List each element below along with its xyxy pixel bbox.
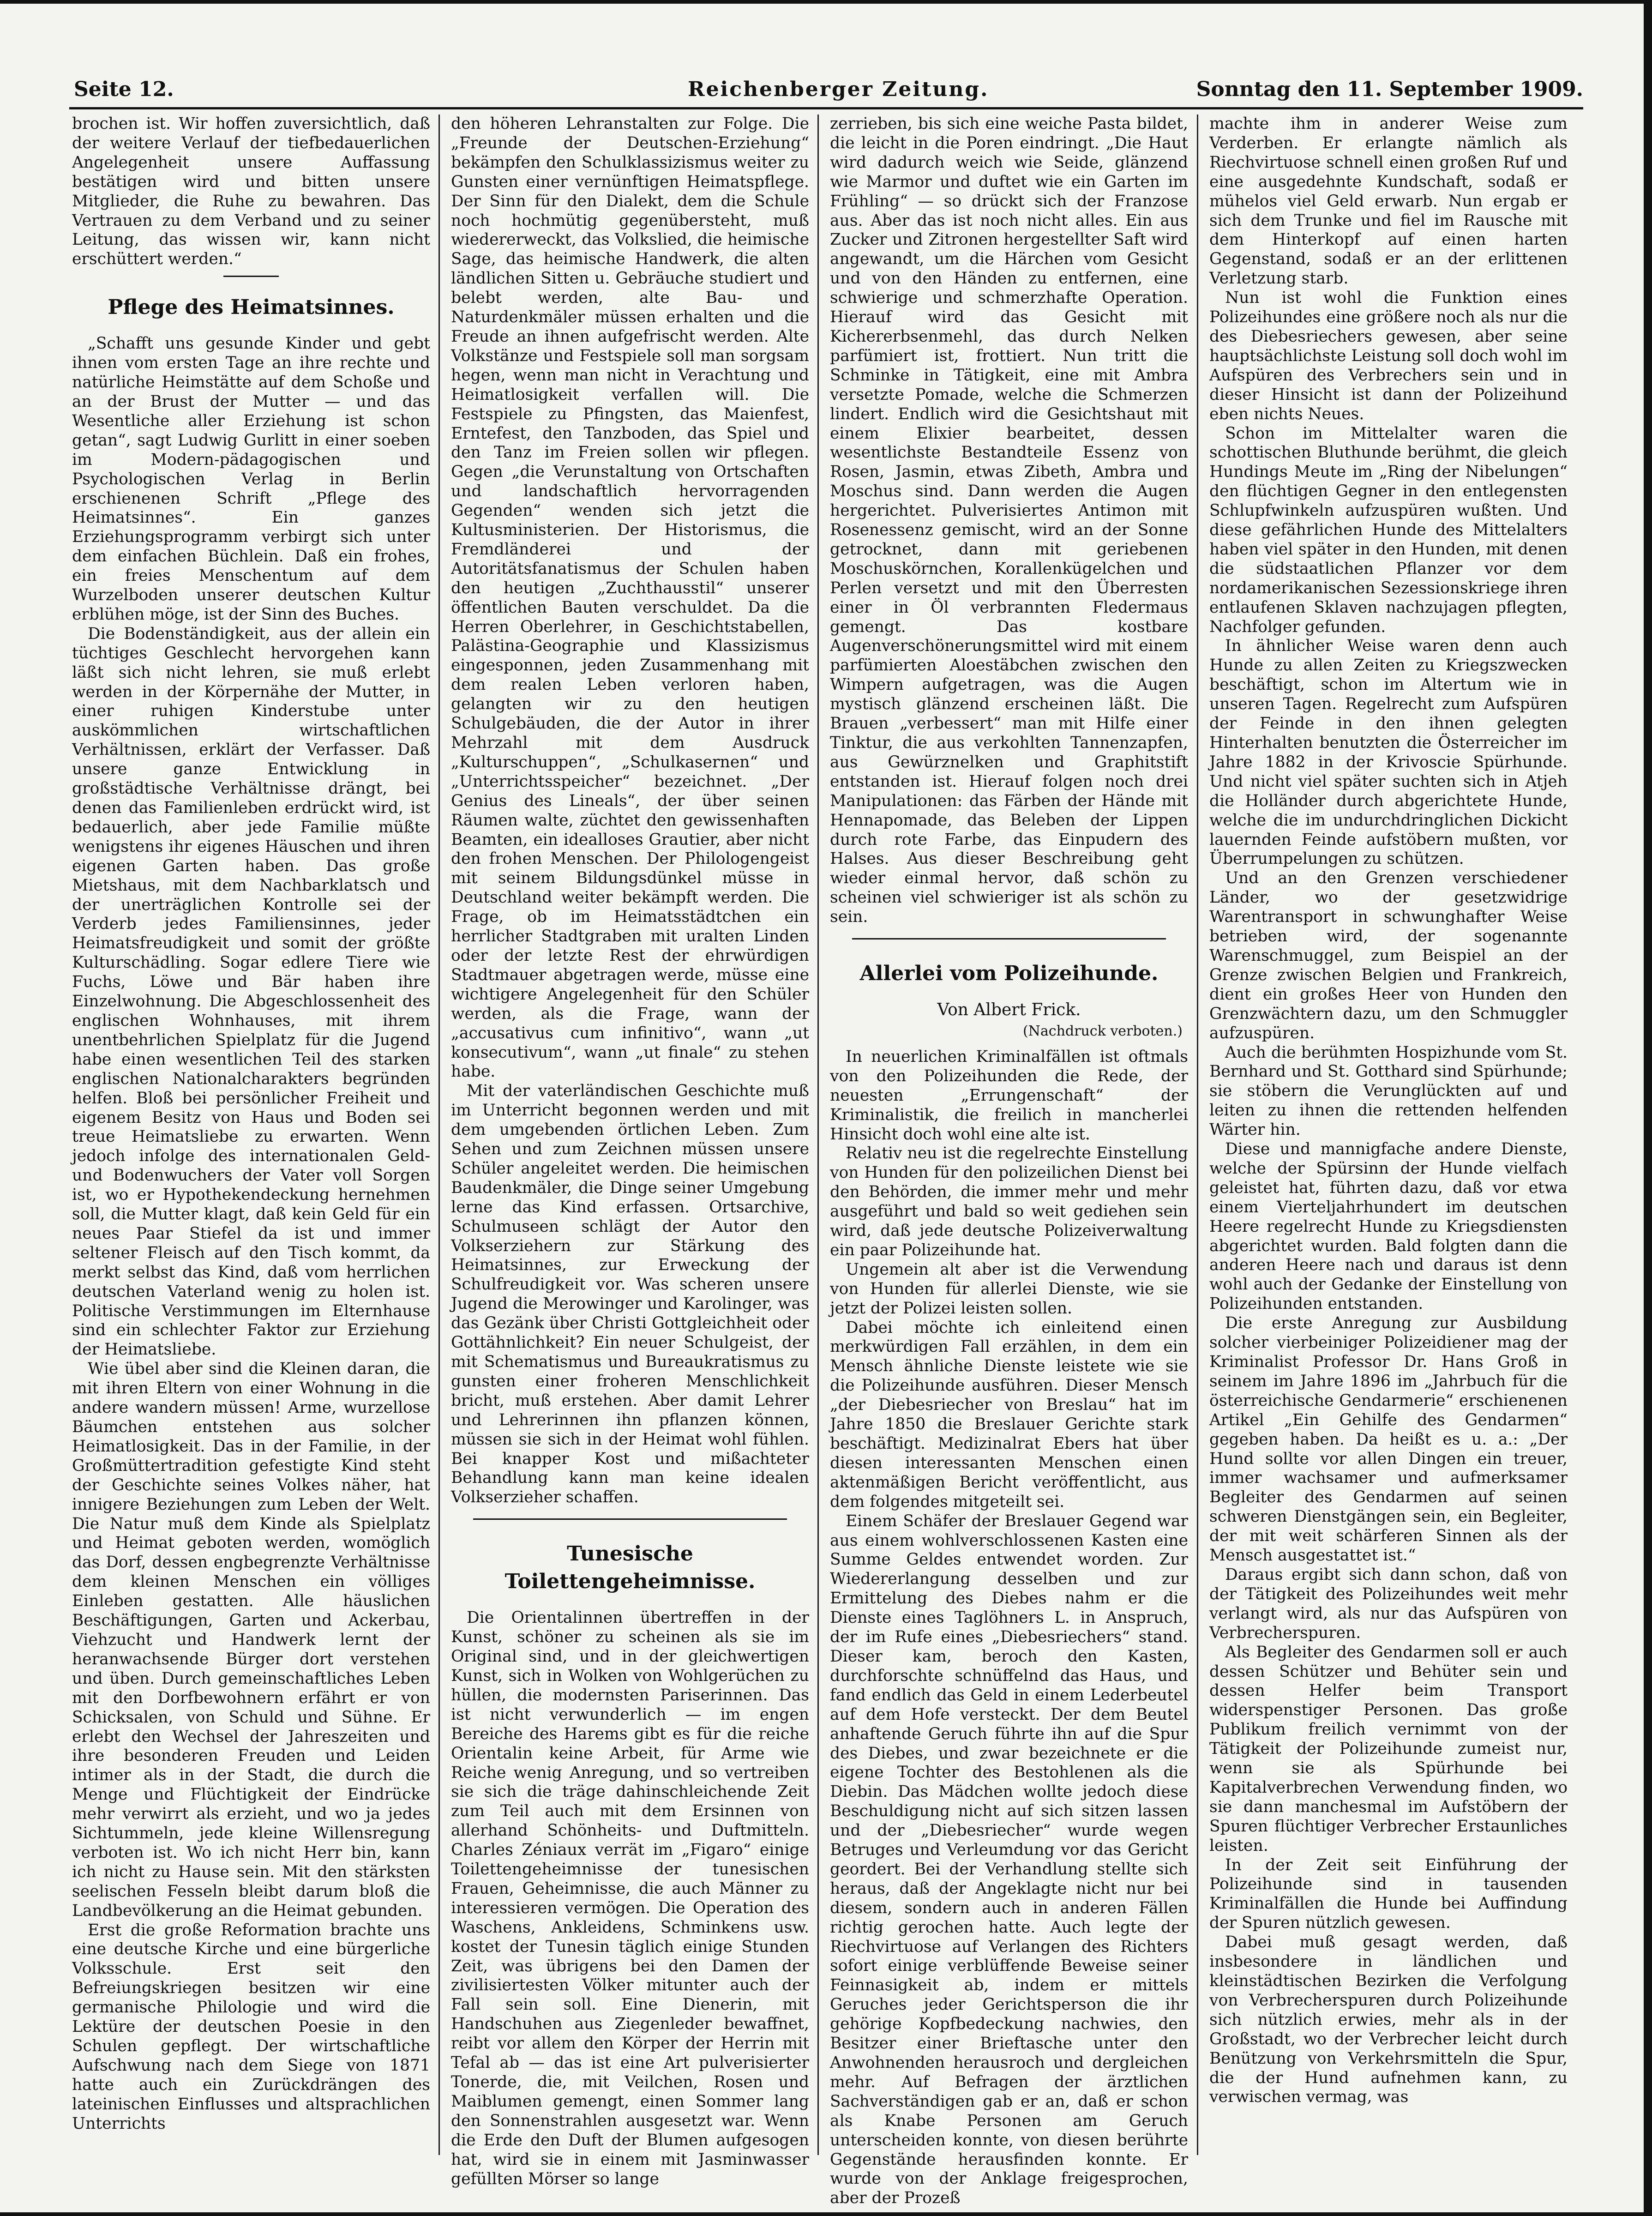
paragraph: Und an den Grenzen verschiedener Länder, wo der gesetzwidrige Warentransport in schwunghafter Weise betrieben wird, der sogenannte Warenschmuggel, zum Beispiel an der Grenze zwischen Belgien und Frankreich, dient ein großes Heer von Hunden den Grenzwächtern dazu, um den Schmuggler aufzuspüren. bbox=[1209, 869, 1568, 1042]
byline: Von Albert Frick. bbox=[937, 1000, 1081, 1020]
paragraph: Die erste Anregung zur Ausbildung solcher vierbeiniger Polizeidiener mag der Kriminalist Professor Dr. Hans Groß in seinem im Jahre 1896 im „Jahrbuch für die österreichische Gendarmerie“ erschienenen Artikel „Ein Gehilfe des Gendarmen“ gegeben haben. Da heißt es u. a.: „Der Hund sollte vor allen Dingen ein treuer, immer wachsamer und aufmerksamer Begleiter des Gendarmen auf seinen schweren Dienstgängen sein, ein Begleiter, der mit weit schärferen Sinnen als der Mensch ausgestattet ist.“ bbox=[1209, 1314, 1568, 1565]
article-title: Pflege des Heimatsinnes. bbox=[72, 276, 430, 321]
paragraph: In der Zeit seit Einführung der Polizeihunde sind in tausenden Kriminalfällen die Hunde bei Auffindung der Spuren nützlich gewesen. bbox=[1209, 1855, 1568, 1933]
article-separator bbox=[473, 1518, 787, 1520]
paragraph: Als Begleiter des Gendarmen soll er auch dessen Schützer und Behüter sein und dessen Helfer beim Transport widerspenstiger Personen. Das große Publikum freilich vernimmt von der Tätigkeit der Polizeihunde zumeist nur, wenn sie als Spürhunde bei Kapitalverbrechen Verwendung finden, wo sie dann manchesmal im Aufstöbern der Spuren flüchtiger Verbrecher Erstaunliches leisten. bbox=[1209, 1643, 1568, 1855]
paragraph: In neuerlichen Kriminalfällen ist oftmals von den Polizeihunden die Rede, der neuesten „Errungenschaft“ der Kriminalistik, die freilich in mancherlei Hinsicht doch wohl eine alte ist. bbox=[830, 1047, 1188, 1144]
paragraph: Auch die berühmten Hospizhunde vom St. Bernhard und St. Gotthard sind Spürhunde; sie stöbern die Verunglückten auf und leiten zu ihnen die rettenden helfenden Wärter hin. bbox=[1209, 1043, 1568, 1139]
paragraph: Schon im Mittelalter waren die schottischen Bluthunde berühmt, die gleich Hundings Meute im „Ring der Nibelungen“ den flüchtigen Gegner in den entlegensten Schlupfwinkeln aufzuspüren wußten. Und diese gefährlichen Hunde des Mittelalters haben viel später in den Hunden, mit denen die südstaatlichen Pflanzer vor dem nordamerikanischen Sezessionskriege ihren entlaufenen Sklaven nachzujagen pflegten, Nachfolger gefunden. bbox=[1209, 424, 1568, 636]
paragraph: In ähnlicher Weise waren denn auch Hunde zu allen Zeiten zu Kriegszwecken beschäftigt, schon im Altertum wie in unseren Tagen. Regelrecht zum Aufspüren der Feinde in den ihnen gelegten Hinterhalten benutzten die Österreicher im Jahre 1882 in der Krivoscie Spürhunde. Und nicht viel später suchten sich in Atjeh die Holländer durch abgerichtete Hunde, welche die im undurchdringlichen Dickicht lauernden Feinde aufstöbern mußten, vor Überrumpelungen zu schützen. bbox=[1209, 637, 1568, 868]
paragraph: Erst die große Reformation brachte uns eine deutsche Kirche und eine bürgerliche Volksschule. Erst seit den Befreiungskriegen besitzen wir eine germanische Philologie und wird die Lektüre der deutschen Poesie in den Schulen gepflegt. Der wirtschaftliche Aufschwung nach dem Siege von 1871 hatte auch ein Zurückdrängen des lateinischen Einflusses und altsprachlichen Unterrichts bbox=[72, 1921, 430, 2133]
column-2 bbox=[451, 114, 809, 2188]
paragraph: Nun ist wohl die Funktion eines Polizeihundes eine größere noch als nur die des Diebesriechers gewesen, aber seine hauptsächlichste Leistung soll doch wohl im Aufspüren des Verbrechers sein und in dieser Hinsicht ist dann der Polizeihund eben nichts Neues. bbox=[1209, 289, 1568, 423]
paragraph: „Schafft uns gesunde Kinder und gebt ihnen vom ersten Tage an ihre rechte und natürliche Heimstätte auf dem Schoße und an der Brust der Mutter — und das Wesentliche aller Erziehung ist schon getan“, sagt Ludwig Gurlitt in einer soeben im Modern-pädagogischen und Psychologischen Verlag in Berlin erschienenen Schrift „Pflege des Heimatsinnes“. Ein ganzes Erziehungsprogramm verbirgt sich unter dem einfachen Büchlein. Daß ein frohes, ein freies Menschentum auf dem Wurzelboden unserer deutschen Kultur erblühen möge, ist der Sinn des Buches. bbox=[72, 334, 430, 624]
issue-date: Sonntag den 11. September 1909. bbox=[1196, 78, 1583, 101]
paragraph: Die Bodenständigkeit, aus der allein ein tüchtiges Geschlecht hervorgehen kann läßt sich nicht lehren, sie muß erlebt werden in der Körpernähe der Mutter, in einer ruhigen Kinderstube unter auskömmlichen wirtschaftlichen Verhältnissen, erklärt der Verfasser. Daß unsere ganze Entwicklung in großstädtische Verhältnisse drängt, bei denen das Familienleben erdrückt wird, ist bedauerlich, aber jede Familie müßte wenigstens ihr eigenes Häuschen und ihren eigenen Garten haben. Das große Mietshaus, mit dem Nachbarklatsch und der unerträglichen Kontrolle sei der Verderb jedes Familiensinnes, jeder Heimatsfreudigkeit und somit der größte Kulturschädling. Sogar edlere Tiere wie Fuchs, Löwe und Bär haben ihre Einzelwohnung. Die Abgeschlossenheit des englischen Wohnhauses, mit ihrem unentbehrlichen Spielplatz für die Jugend habe einen wesentlichen Teil des starken englischen Nationalcharakters begründen helfen. Bloß bei persönlicher Freiheit und eigenem Besitz von Haus und Boden sei treue Heimatsliebe zu erwarten. Wenn jedoch infolge des internationalen Geld- und Bodenwuchers der Vater voll Sorgen ist, wo er Hypothekendeckung hernehmen soll, die Mutter klagt, daß kein Geld für ein neues Paar Stiefel da ist und immer seltener Fleisch auf den Tisch kommt, da merkt selbst das Kind, daß vom herrlichen deutschen Vaterland wenig zu holen ist. Politische Verstimmungen im Elternhause sind ein schlechter Faktor zur Erziehung der Heimatsliebe. bbox=[72, 624, 430, 1359]
scan-border-bottom bbox=[0, 2212, 1652, 2216]
column-3 bbox=[830, 114, 1188, 2208]
reprint-note: (Nachdruck verboten.) bbox=[1022, 1023, 1183, 1039]
page-header bbox=[69, 78, 1583, 105]
masthead: Reichenberger Zeitung. bbox=[688, 78, 989, 101]
paragraph: den höheren Lehranstalten zur Folge. Die „Freunde der Deutschen-Erziehung“ bekämpfen den Schulklassizismus weiter zu Gunsten einer vernünftigen Heimatspflege. Der Sinn für den Dialekt, dem die Schule noch hochmütig gegenübersteht, muß wiedererweckt, das Volkslied, die heimische Sage, das heimische Handwerk, die alten ländlichen Sitten u. Gebräuche studiert und belebt werden, alte Bau- und Naturdenkmäler müssen erhalten und die Freude an ihnen aufgefrischt werden. Alte Volkstänze und Festspiele soll man sorgsam hegen, wenn man nicht in Verachtung und Heimatlosigkeit verfallen will. Die Festspiele zu Pfingsten, das Maienfest, Erntefest, den Tanzboden, das Spiel und den Tanz im Freien sollen wir pflegen. Gegen „die Verunstaltung von Ortschaften und landschaftlich hervorragenden Gegenden“ wenden sich jetzt die Kultusministerien. Der Historismus, die Fremdländerei und der Autoritätsfanatismus der Schulen haben den heutigen „Zuchthausstil“ unserer öffentlichen Bauten verschuldet. Da die Herren Oberlehrer, in Geschichtstabellen, Palästina-Geographie und Klassizismus eingesponnen, jeden Zusammenhang mit dem realen Leben verloren haben, gelangten wir zu den heutigen Schulgebäuden, die der Autor in ihrer Mehrzahl mit dem Ausdruck „Kulturschuppen“, „Schulkasernen“ und „Unterrichtsspeicher“ bezeichnet. „Der Genius des Lineals“, der über seinen Räumen walte, züchtet den gewissenhaften Beamten, ein idealloses Grautier, aber nicht den frohen Menschen. Der Philologengeist mit seinem Bildungsdünkel müsse in Deutschland weiter bekämpft werden. Die Frage, ob im Heimatsstädtchen ein herrlicher Stadtgraben mit uralten Linden oder der letzte Rest der ehrwürdigen Stadtmauer abgetragen werde, müsse eine wichtigere Angelegenheit für den Schüler werden, als die Frage, wann der „accusativus cum infinitivo“, wann „ut konsecutivum“, wann „ut finale“ zu stehen habe. bbox=[451, 114, 809, 1081]
paragraph: Diese und mannigfache andere Dienste, welche der Spürsinn der Hunde vielfach geleistet hat, führten dazu, daß vor etwa einem Vierteljahrhundert im deutschen Heere regelrecht Hunde zu Kriegsdiensten abgerichtet wurden. Bald folgten dann die anderen Heere nach und daraus ist denn wohl auch der Gedanke der Einstellung von Polizeihunden entstanden. bbox=[1209, 1140, 1568, 1313]
column-divider bbox=[817, 114, 819, 2155]
paragraph: Ungemein alt aber ist die Verwendung von Hunden für allerlei Dienste, wie sie jetzt der Polizei leisten sollen. bbox=[830, 1260, 1188, 1318]
paragraph: Dabei muß gesagt werden, daß insbesondere in ländlichen und kleinstädtischen Bezirken die Verfolgung von Verbrecherspuren durch Polizeihunde sich nützlich erwies, mehr als in der Großstadt, wo der Verbrecher leicht durch Benützung von Verkehrsmitteln die Spur, die der Hund aufnehmen kann, zu verwischen vermag, was bbox=[1209, 1933, 1568, 2107]
paragraph: Die Orientalinnen übertreffen in der Kunst, schöner zu scheinen als sie im Original sind, und in der gleichwertigen Kunst, sich in Wolken von Wohlgerüchen zu hüllen, die modernsten Pariserinnen. Das ist nicht verwunderlich — im engen Bereiche des Harems gibt es für die reiche Orientalin keine Arbeit, für Arme wie Reiche wenig Anregung, und so vertreiben sie sich die träge dahinschleichende Zeit zum Teil auch mit dem Ersinnen von allerhand Schönheits- und Duftmitteln. Charles Zéniaux verrät im „Figaro“ einige Toilettengeheimnisse der tunesischen Frauen, Geheimnisse, die auch Männer zu interessieren vermögen. Die Operation des Waschens, Ankleidens, Schminkens usw. kostet der Tunesin täglich einige Stunden Zeit, was übrigens bei den Damen der zivilisiertesten Völker mitunter auch der Fall sein soll. Eine Dienerin, mit Handschuhen aus Ziegenleder bewaffnet, reibt vor allem den Körper der Herrin mit Tefal ab — das ist eine Art pulverisierter Tonerde, die, mit Veilchen, Rosen und Maiblumen gemengt, einen Sommer lang den Sonnenstrahlen ausgesetzt war. Wenn die Erde den Duft der Blumen aufgesogen hat, wird sie in einem mit Jasminwasser gefüllten Mörser so lange bbox=[451, 1608, 809, 2188]
paragraph: Einem Schäfer der Breslauer Gegend war aus einem wohlverschlossenen Kasten eine Summe Geldes entwendet worden. Zur Wiedererlangung desselben und zur Ermittelung des Diebes nahm er die Dienste eines Taglöhners L. in Anspruch, der im Rufe eines „Diebesriechers“ stand. Dieser kam, beroch den Kasten, durchforschte schnüffelnd das Haus, und fand endlich das Geld in einem Lederbeutel auf dem Hofe versteckt. Der dem Beutel anhaftende Geruch führte ihn auf die Spur des Diebes, und zwar bezeichnete er die eigene Tochter des Bestohlenen als die Diebin. Das Mädchen wollte jedoch diese Beschuldigung nicht auf sich sitzen lassen und der „Diebesriecher“ wurde wegen Betruges und Verleumdung vor das Gericht geordert. Bei der Verhandlung stellte sich heraus, daß der Angeklagte nicht nur bei diesem, sondern auch in anderen Fällen richtig gerochen hatte. Auch legte der Riechvirtuose auf Verlangen des Richters sofort einige verblüffende Beweise seiner Feinnasigkeit ab, indem er mittels Geruches jeder Gerichtsperson die ihr gehörige Kopfbedeckung nachwies, den Besitzer einer Brieftasche unter den Anwohnenden herausroch und dergleichen mehr. Auf Befragen der ärztlichen Sachverständigen gab er an, daß er schon als Knabe Personen am Geruch unterscheiden konnte, von diesen berührte Gegenstände herausfinden konnte. Er wurde von der Anklage freigesprochen, aber der Prozeß bbox=[830, 1511, 1188, 2208]
page-number: Seite 12. bbox=[74, 78, 174, 101]
scan-border-top bbox=[0, 0, 1652, 4]
column-1 bbox=[72, 114, 430, 2169]
paragraph: Mit der vaterländischen Geschichte muß im Unterricht begonnen werden und mit dem umgebenden örtlichen Leben. Zum Sehen und zum Zeichnen müssen unsere Schüler angeleitet werden. Die heimischen Baudenkmäler, die Dinge seiner Umgebung lerne das Kind erfassen. Ortsarchive, Schulmuseen schlägt der Autor den Volkserziehern zur Stärkung des Heimatsinnes, zur Erweckung der Schulfreudigkeit vor. Was scheren unsere Jugend die Merowinger und Karolinger, was das Gezänk über Christi Gottgleichheit oder Gottähnlichkeit? Ein neuer Schulgeist, der mit Schematismus und Bureaukratismus zu gunsten einer froheren Menschlichkeit bricht, muß erstehen. Aber damit Lehrer und Lehrerinnen ihn pflanzen können, müssen sie sich in der Heimat wohl fühlen. Bei knapper Kost und mißachteter Behandlung kann man keine idealen Volkserzieher schaffen. bbox=[451, 1082, 809, 1507]
title-rule bbox=[223, 276, 279, 277]
paragraph: Daraus ergibt sich dann schon, daß von der Tätigkeit des Polizeihundes weit mehr verlangt wird, als nur das Aufspüren von Verbrecherspuren. bbox=[1209, 1565, 1568, 1642]
column-divider bbox=[1197, 114, 1198, 2155]
article-title: Allerlei vom Polizeihunde. bbox=[859, 962, 1159, 986]
paragraph: machte ihm in anderer Weise zum Verderben. Er erlangte nämlich als Riechvirtuose schnell einen großen Ruf und eine ausgedehnte Kundschaft, sodaß er mühelos viel Geld erwarb. Nun ergab er sich dem Trunke und fiel im Rausche mit dem Hinterkopf auf einen harten Gegenstand, sodaß er an der erlittenen Verletzung starb. bbox=[1209, 114, 1568, 288]
article-title: Tunesische Toilettengeheimnisse. bbox=[505, 1542, 756, 1594]
column-4 bbox=[1209, 114, 1568, 2169]
article-separator bbox=[852, 938, 1166, 939]
column-divider bbox=[439, 114, 440, 2155]
header-rule bbox=[69, 107, 1583, 109]
paragraph: brochen ist. Wir hoffen zuversichtlich, daß der weitere Verlauf der tiefbedauerlichen Angelegenheit unsere Auffassung bestätigen wird und bitten unsere Mitglieder, die Ruhe zu bewahren. Das Vertrauen zu dem Verband und zu seiner Leitung, das wissen wir, kann nicht erschüttert werden.“ bbox=[72, 114, 430, 269]
scan-border-right bbox=[1644, 0, 1652, 2216]
paragraph: Dabei möchte ich einleitend einen merkwürdigen Fall erzählen, in dem ein Mensch ähnliche Dienste leistete wie sie die Polizeihunde ausführen. Dieser Mensch „der Diebesriecher von Breslau“ hat im Jahre 1850 die Breslauer Gerichte stark beschäftigt. Medizinalrat Ebers hat über diesen interessanten Menschen einen aktenmäßigen Bericht veröffentlicht, aus dem folgendes mitgeteilt sei. bbox=[830, 1318, 1188, 1511]
paragraph: Wie übel aber sind die Kleinen daran, die mit ihren Eltern von einer Wohnung in die andere wandern müssen! Arme, wurzellose Bäumchen entstehen aus solcher Heimatlosigkeit. Das in der Familie, in der Großmüttertradition gefestigte Kind steht der Geschichte seines Volkes näher, hat innigere Beziehungen zum Leben der Welt. Die Natur muß dem Kinde als Spielplatz und Heimat geboten werden, womöglich das Dorf, dessen engbegrenzte Verhältnisse dem kleinen Menschen ein völliges Einleben gestatten. Alle häuslichen Beschäftigungen, Garten und Ackerbau, Viehzucht und Handwerk lernt der heranwachsende Bürger dort verstehen und üben. Durch gemeinschaftliches Leben mit den Dorfbewohnern erfährt er von Schicksalen, von Schuld und Sühne. Er erlebt den Wechsel der Jahreszeiten und ihre besonderen Freuden und Leiden intimer als in der Stadt, die durch die Menge und Flüchtigkeit der Eindrücke mehr verwirrt als erzieht, und wo ja jedes Sichtummeln, jede kleine Willensregung verboten ist. Wo ich nicht Herr bin, kann ich nicht zu Hause sein. Mit den stärksten seelischen Fesseln bleibt darum bloß die Landbevölkerung an die Heimat gebunden. bbox=[72, 1360, 430, 1920]
paragraph: zerrieben, bis sich eine weiche Pasta bildet, die leicht in die Poren eindringt. „Die Haut wird dadurch weich wie Seide, glänzend wie Marmor und duftet wie ein Garten im Frühling“ — so drückt sich der Franzose aus. Aber das ist noch nicht alles. Ein aus Zucker und Zitronen hergestellter Saft wird angewandt, um die Härchen vom Gesicht und von den Händen zu entfernen, eine schwierige und schmerzhafte Operation. Hierauf wird das Gesicht mit Kichererbsenmehl, das durch Nelken parfümiert ist, frottiert. Nun tritt die Schminke in Tätigkeit, eine mit Ambra versetzte Pomade, welche die Schmerzen lindert. Endlich wird die Gesichtshaut mit einem Elixier bearbeitet, dessen wesentlichste Bestandteile Essenz von Rosen, Jasmin, etwas Zibeth, Ambra und Moschus sind. Dann werden die Augen hergerichtet. Pulverisiertes Antimon mit Rosenessenz gemischt, wird an der Sonne getrocknet, dann mit geriebenen Moschuskörnchen, Korallenkügelchen und Perlen versetzt und mit den Überresten einer in Öl verbrannten Fledermaus gemengt. Das kostbare Augenverschönerungsmittel wird mit einem parfümierten Aloestäbchen zwischen den Wimpern aufgetragen, was die Augen mystisch glänzend erscheinen läßt. Die Brauen „verbessert“ man mit Hilfe einer Tinktur, die aus verkohlten Tannenzapfen, aus Gewürznelken und Graphitstift entstanden ist. Hierauf folgen noch drei Manipulationen: das Färben der Hände mit Hennapomade, das Beleben der Lippen durch rote Farbe, das Einpudern des Halses. Aus dieser Beschreibung geht wieder einmal hervor, daß schön zu scheinen viel schwieriger ist als schön zu sein. bbox=[830, 114, 1188, 927]
paragraph: Relativ neu ist die regelrechte Einstellung von Hunden für den polizeilichen Dienst bei den Behörden, die immer mehr und mehr ausgeführt und bald so weit gediehen sein wird, daß jede deutsche Polizeiverwaltung ein paar Polizeihunde hat. bbox=[830, 1144, 1188, 1259]
